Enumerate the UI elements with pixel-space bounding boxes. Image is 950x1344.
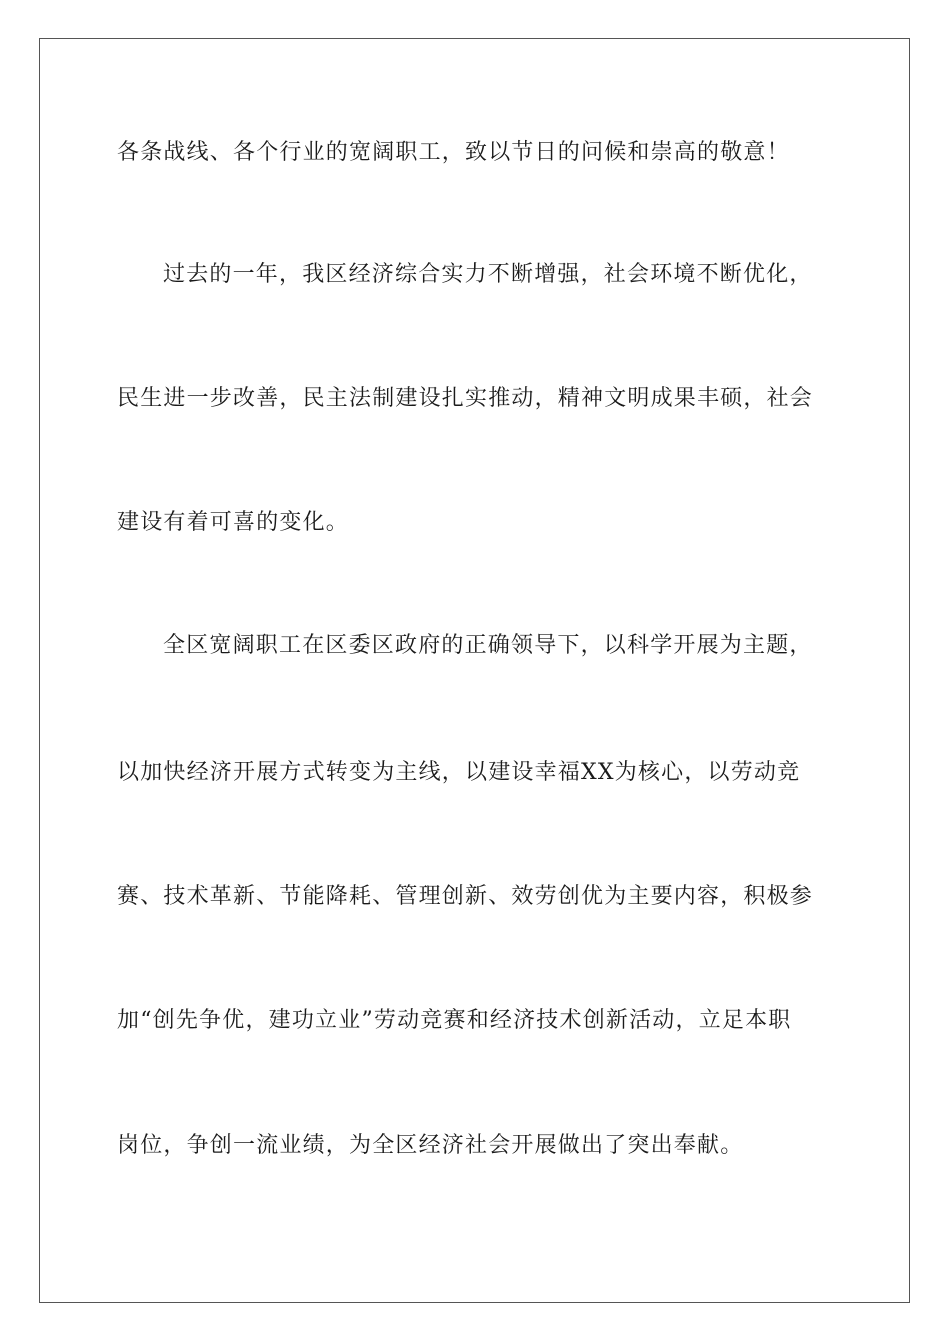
text-line-1: 各条战线、各个行业的宽阔职工，致以节日的问候和崇高的敬意！ [117, 140, 790, 165]
page-border [39, 38, 910, 1303]
text-line-8: 加“创先争优，建功立业”劳动竞赛和经济技术创新活动，立足本职 [117, 1008, 792, 1033]
text-line-4: 建设有着可喜的变化。 [117, 510, 350, 535]
text-line-7: 赛、技术革新、节能降耗、管理创新、效劳创优为主要内容，积极参 [117, 884, 814, 909]
text-line-3: 民生进一步改善，民主法制建设扎实推动，精神文明成果丰硕，社会 [117, 386, 814, 411]
paragraph-start-line-2: 过去的一年，我区经济综合实力不断增强，社会环境不断优化， [163, 262, 813, 287]
paragraph-start-line-5: 全区宽阔职工在区委区政府的正确领导下，以科学开展为主题， [163, 633, 813, 658]
text-line-6: 以加快经济开展方式转变为主线，以建设幸福XX为核心，以劳动竞 [117, 760, 801, 785]
text-line-9: 岗位，争创一流业绩，为全区经济社会开展做出了突出奉献。 [117, 1133, 744, 1158]
